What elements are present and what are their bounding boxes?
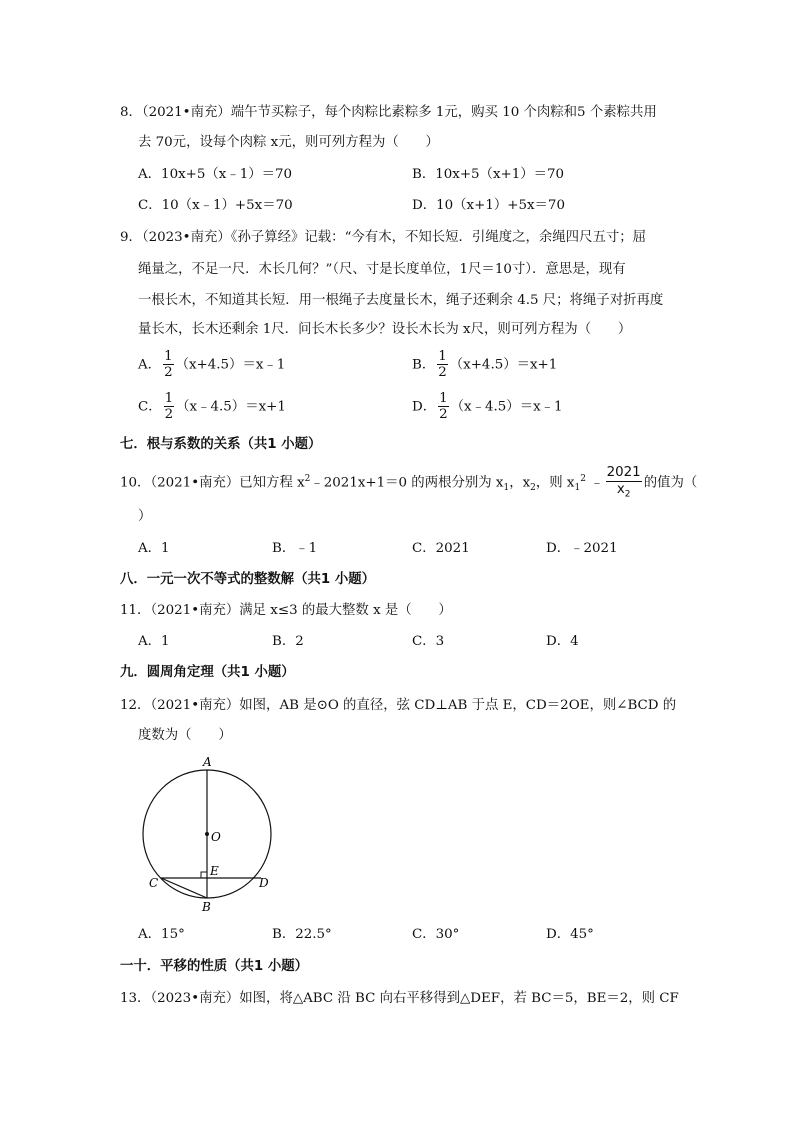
q12-option-a: A．15° (138, 927, 185, 942)
q12-option-c: C．30° (412, 927, 460, 942)
q10-option-b: B．﹣1 (272, 541, 318, 556)
q10-line-2: ） (138, 509, 152, 524)
fraction-denominator: 2 (164, 365, 173, 381)
q9-option-c-text: （x﹣4.5）＝x+1 (176, 399, 286, 415)
q10-sub-1: 1 (503, 483, 510, 494)
q10-option-d: D．﹣2021 (546, 541, 618, 556)
segment-cb (161, 878, 207, 898)
q11-text: 11．（2021•南充）满足 x≤3 的最大整数 x 是（ ） (120, 603, 452, 618)
q8-option-d: D．10（x+1）+5x＝70 (412, 198, 565, 213)
fraction-denominator: 2 (438, 365, 447, 381)
q10-option-c: C．2021 (412, 541, 470, 556)
q9-option-b (412, 350, 557, 380)
q9-line-2: 绳量之，不足一尺．木长几何？”（尺、寸是长度单位，1尺＝10寸）．意思是，现有 (138, 262, 626, 277)
section-heading-10: 一十．平移的性质（共1 小题） (120, 959, 309, 974)
q10-text-start: 10．（2021•南充）已知方程 x (120, 475, 305, 491)
q9-option-d (412, 392, 563, 422)
section-heading-7: 七．根与系数的关系（共1 小题） (120, 437, 322, 452)
q10-den-x: x (616, 482, 625, 498)
fraction-denominator: 2 (439, 407, 448, 423)
q9-option-b-label: B． (412, 357, 436, 373)
q8-option-c: C．10（x﹣1）+5x＝70 (138, 198, 293, 213)
circle-diagram (130, 755, 300, 917)
half-fraction (437, 350, 448, 380)
q12-option-b: B．22.5° (272, 927, 332, 942)
half-fraction (163, 350, 174, 380)
fraction-numerator: 1 (438, 349, 447, 364)
q10-fraction (606, 466, 642, 500)
q9-option-a-text: （x+4.5）＝x﹣1 (175, 357, 286, 373)
q10-sub-2: 2 (530, 483, 536, 494)
q11-option-c: C．3 (412, 634, 445, 649)
q9-line-4: 量长木，长木还剩余 1尺．问长木长多少？设长木长为 x尺，则可列方程为（ ） (138, 322, 632, 337)
q9-option-c (138, 392, 286, 422)
q10-den-sub: 2 (624, 490, 631, 501)
q10-sub-3: 1 (574, 483, 581, 494)
q9-option-a (138, 350, 285, 380)
q10-line-1 (120, 466, 697, 500)
q9-option-b-text: （x+4.5）＝x+1 (449, 357, 558, 373)
fraction-numerator: 1 (439, 391, 448, 406)
q10-text-end: 的值为（ (643, 475, 698, 491)
label-b: B (202, 900, 211, 914)
q11-option-d: D．4 (546, 634, 579, 649)
half-fraction (164, 392, 175, 422)
q10-square-2: 2 (580, 474, 586, 485)
q8-option-b: B．10x+5（x+1）＝70 (412, 167, 565, 182)
q10-option-a: A．1 (138, 541, 170, 556)
half-fraction (438, 392, 449, 422)
q10-fraction-numerator: 2021 (606, 466, 642, 482)
q12-option-d: D．45° (546, 927, 594, 942)
q11-option-b: B．2 (272, 634, 304, 649)
q8-line-2: 去 70元，设每个肉粽 x元，则可列方程为（ ） (138, 135, 439, 150)
center-point (205, 832, 209, 836)
q8-line-1: 8．（2021•南充）端午节买粽子，每个肉粽比素粽多 1元，购买 10 个肉粽和5 个素粽共用 (120, 105, 657, 120)
q10-text-mid: ﹣2021x+1＝0 的两根分别为 x (310, 475, 504, 491)
q9-option-d-label: D． (412, 399, 437, 415)
q8-option-a: A．10x+5（x﹣1）＝70 (138, 167, 293, 182)
label-e: E (210, 864, 219, 878)
section-heading-8: 八．一元一次不等式的整数解（共1 小题） (120, 572, 376, 587)
q9-option-d-text: （x﹣4.5）＝x﹣1 (450, 399, 563, 415)
label-c: C (149, 876, 159, 890)
fraction-denominator: 2 (164, 407, 174, 423)
q10-then: ，则 x (535, 475, 575, 491)
q9-option-c-label: C． (138, 399, 162, 415)
fraction-numerator: 1 (164, 391, 174, 406)
q10-fraction-denominator (606, 482, 642, 500)
fraction-numerator: 1 (164, 349, 173, 364)
section-heading-9: 九．圆周角定理（共1 小题） (120, 665, 295, 680)
q11-option-a: A．1 (138, 634, 170, 649)
label-a: A (203, 755, 212, 769)
q10-minus: ﹣ (585, 475, 604, 491)
q12-line-2: 度数为（ ） (138, 728, 232, 743)
q10-square: 2 (304, 474, 311, 485)
q12-line-1: 12．（2021•南充）如图，AB 是⊙O 的直径，弦 CD⊥AB 于点 E，CD＝2OE，则∠BCD 的 (120, 698, 677, 713)
q9-line-1: 9．（2023•南充）《孙子算经》记载：“今有木，不知长短．引绳度之，余绳四尺五寸；屈 (120, 230, 647, 245)
q10-comma: ，x (509, 475, 531, 491)
q13-line-1: 13．（2023•南充）如图，将△ABC 沿 BC 向右平移得到△DEF，若 BC＝5，BE＝2，则 CF (120, 991, 679, 1006)
label-d: D (259, 876, 269, 890)
q9-line-3: 一根长木，不知道其长短．用一根绳子去度量长木，绳子还剩余 4.5 尺；将绳子对折再度 (138, 293, 664, 308)
q9-option-a-label: A． (138, 357, 162, 373)
right-angle-mark (201, 872, 207, 878)
label-o: O (211, 830, 221, 844)
